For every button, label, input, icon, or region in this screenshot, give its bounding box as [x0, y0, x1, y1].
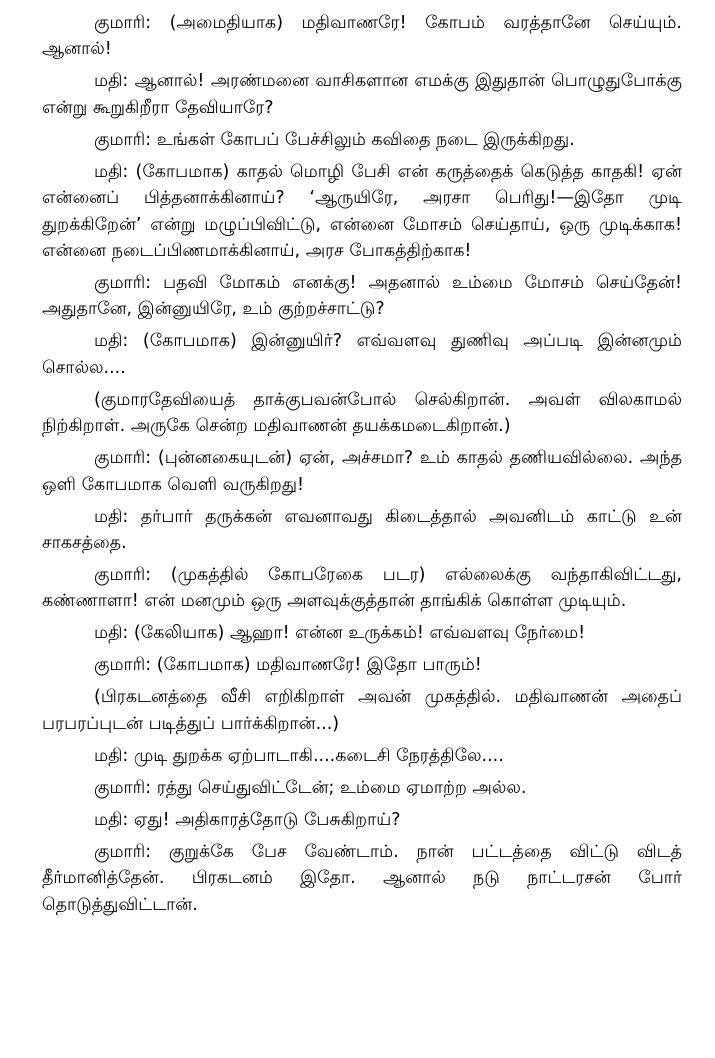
dialogue-kumari-limit: குமாரி: (முகத்தில் கோபரேகை படர) எல்லைக்கு வந்தாகிவிட்டது, கண்ணாளா! என் மனமும் ஒரு அளவுக்குத்தான் தாங்கிக் கொள்ள முடியும். — [42, 565, 682, 612]
dialogue-kumari-look: குமாரி: (கோபமாக) மதிவாணரே! இதோ பாரும்! — [94, 655, 482, 676]
dialogue-mathi-angry-love: மதி: (கோபமாக) காதல் மொழி பேசி என் கருத்தைக் கெடுத்த காதகி! ஏன் என்னைப் பித்தனாக்கினாய்? ‘ஆருயிரே, அரசா பெரிது!—இதோ முடி துறக்கிறேன்’ என்று மழுப்பிவிட்டு, என்னை மோசம் செய்தாய், ஒரு முடிக்காக! என்னை நடைப்பிணமாக்கினாய், அரச போகத்திற்காக! — [42, 161, 682, 262]
dialogue-mathi-crown: மதி: முடி துறக்க ஏற்பாடாகி....கடைசி நேரத்திலே.... — [94, 745, 504, 766]
dialogue-mathi-authority: மதி: ஏது! அதிகாரத்தோடு பேசுகிறாய்? — [94, 809, 401, 830]
dialogue-mathi-palace: மதி: ஆனால்! அரண்மனை வாசிகளான எமக்கு இதுதான் பொழுதுபோக்கு என்று கூறுகிறீரா தேவியாரே? — [42, 71, 682, 118]
dialogue-kumari-war: குமாரி: குறுக்கே பேச வேண்டாம். நான் பட்டத்தை விட்டு விடத் தீர்மானித்தேன். பிரகடனம் இதோ. ஆனால் நடு நாட்டரசன் போர் தொடுத்துவிட்டான். — [42, 841, 682, 915]
dialogue-kumari-power: குமாரி: பதவி மோகம் எனக்கு! அதனால் உம்மை மோசம் செய்தேன்! அதுதானே, இன்னுயிரே, உம் குற்றச்சாட்டு? — [42, 273, 682, 320]
dialogue-kumari-poetry: குமாரி: உங்கள் கோபப் பேச்சிலும் கவிதை நடை இருக்கிறது. — [94, 129, 575, 150]
dialogue-mathi-darbar: மதி: தர்பார் தருக்கன் எவனாவது கிடைத்தால் அவனிடம் காட்டு உன் சாகசத்தை. — [42, 506, 682, 554]
document-page — [42, 10, 682, 924]
dialogue-kumari-cancel: குமாரி: ரத்து செய்துவிட்டேன்; உம்மை ஏமாற்ற அல்ல. — [94, 777, 527, 798]
dialogue-mathi-dare: மதி: (கோபமாக) இன்னுயிர்? எவ்வளவு துணிவு அப்படி இன்னமும் சொல்ல.... — [42, 331, 682, 378]
stage-direction-proclamation: (பிரகடனத்தை வீசி எறிகிறாள் அவன் முகத்தில். மதிவாணன் அதைப் பரபரப்புடன் படித்துப் பார்க்கிறான்...) — [42, 687, 682, 734]
dialogue-mathi-mock: மதி: (கேலியாக) ஆஹா! என்ன உருக்கம்! எவ்வளவு நேர்மை! — [94, 623, 586, 644]
dialogue-kumari-calm: குமாரி: (அமைதியாக) மதிவாணரே! கோபம் வரத்தானே செய்யும். ஆனால்! — [42, 13, 682, 60]
dialogue-kumari-smile: குமாரி: (புன்னகையுடன்) ஏன், அச்சமா? உம் காதல் தணியவில்லை. அந்த ஒளி கோபமாக வெளி வருகிறது! — [42, 448, 682, 495]
stage-direction-approach: (குமாரதேவியைத் தாக்குபவன்போல் செல்கிறான். அவள் விலகாமல் நிற்கிறாள். அருகே சென்ற மதிவாணன் தயக்கமடைகிறான்.) — [42, 389, 682, 437]
